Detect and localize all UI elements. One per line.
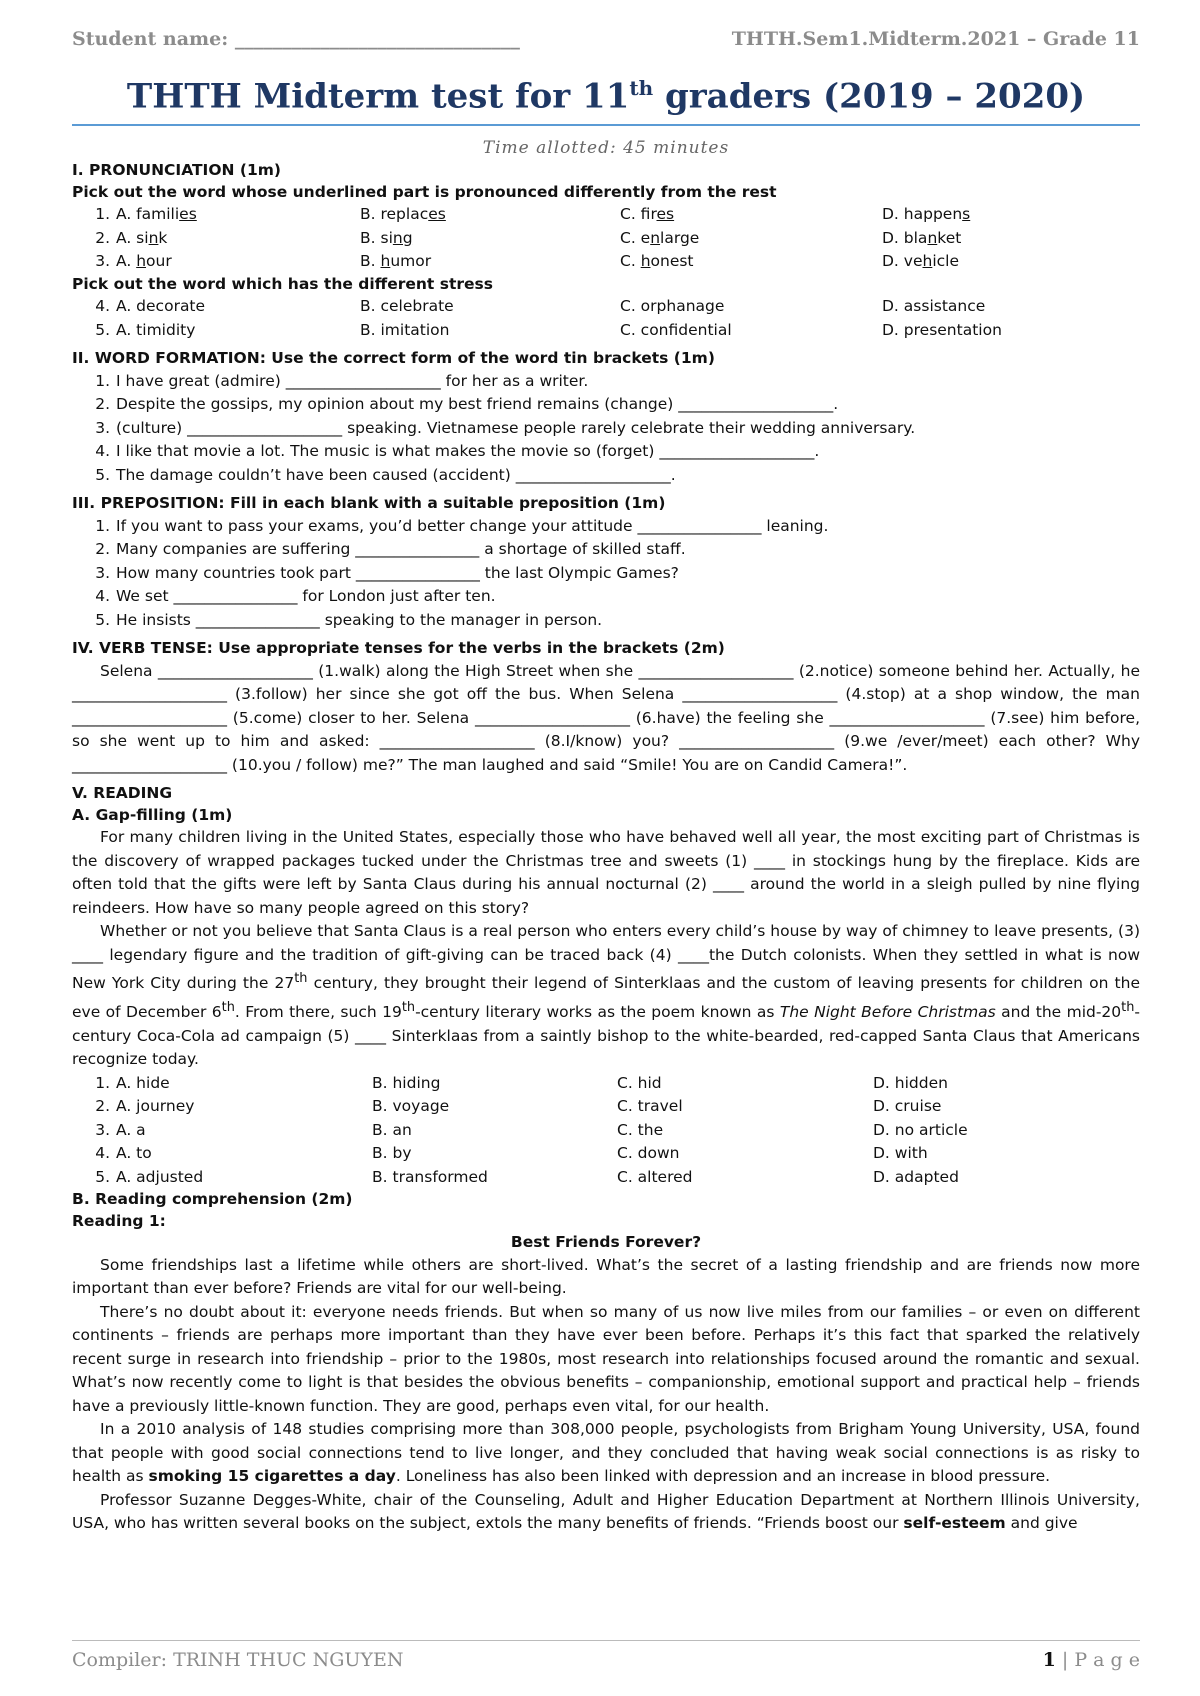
answer-option: C. confidential (620, 320, 732, 339)
answer-option: A. adjusted (116, 1167, 204, 1186)
reading-paragraph: Whether or not you believe that Santa Claus is a real person who enters every child’s house by way of chimney to leave presents, (3) ____ legendary figure and the tradition of gift-giving can be traced back (4) ____the Dutch colonists. When they settled in what is now New York City during the 27th century, they brought their legend of Sinterklaas and the custom of leaving presents for children on the eve of December 6th. From there, such 19th-century literary works as the poem known as The Night Before Christmas and the mid-20th-century Coca-Cola ad campaign (5) ____ Sinterklaas from a saintly bishop to the white-bearded, red-capped Santa Claus that Americans recognize today. (72, 922, 1140, 1069)
page-footer (72, 1640, 1140, 1671)
question-row (72, 1072, 1140, 1096)
section-reading (72, 783, 1140, 1535)
underlined-part: n (927, 228, 938, 247)
question-row (72, 1142, 1140, 1166)
question-item (72, 417, 1140, 441)
answer-option: C. hid (617, 1073, 662, 1092)
option-text: B. si (360, 228, 393, 247)
option-text: large (660, 228, 700, 247)
answer-option: D. assistance (882, 297, 986, 316)
underlined-part: es (656, 205, 675, 224)
section-verb-tense (72, 638, 1140, 777)
underlined-part: s (962, 205, 971, 224)
instruction: Pick out the word which has the different stress (72, 274, 493, 293)
answer-option: B. imitation (360, 320, 450, 339)
question-number: 5. (95, 1167, 110, 1186)
question-item (72, 515, 1140, 539)
question-number: 3. (95, 252, 110, 271)
section-pronunciation (72, 160, 1140, 342)
reading-paragraph: Professor Suzanne Degges-White, chair of the Counseling, Adult and Higher Education Department at Northern Illinois University, USA, who has written several books on the subject, extols the many benefits of friends. “Friends boost our self-esteem and give (72, 1490, 1140, 1533)
question-item (72, 585, 1140, 609)
reading-paragraph: In a 2010 analysis of 148 studies comprising more than 308,000 people, psychologists from Brigham Young University, USA, found that people with good social connections tend to live longer, and they concluded that having weak social connections is as risky to health as smoking 15 cigarettes a day. Loneliness has also been linked with depression and an increase in blood pressure. (72, 1420, 1140, 1486)
answer-option: C. travel (617, 1097, 683, 1116)
question-row (72, 295, 1140, 319)
option-text: A. (116, 252, 137, 271)
option-text: B. (360, 252, 381, 271)
option-text: C. (620, 252, 641, 271)
answer-option: B. an (372, 1120, 412, 1139)
section-heading: V. READING (72, 784, 173, 803)
option-text: C. e (620, 228, 651, 247)
answer-option (116, 250, 360, 274)
exam-code: THTH.Sem1.Midterm.2021 – Grade 11 (731, 28, 1140, 50)
answer-option: C. down (617, 1144, 680, 1163)
answer-option (882, 203, 1126, 227)
answer-option: D. no article (873, 1120, 968, 1139)
answer-option: D. hidden (873, 1073, 948, 1092)
section-heading: III. PREPOSITION: Fill in each blank with a suitable preposition (1m) (72, 494, 666, 513)
question-number: 4. (95, 442, 110, 461)
compiler-credit: Compiler: TRINH THUC NGUYEN (72, 1649, 404, 1671)
instruction: Pick out the word whose underlined part is pronounced differently from the rest (72, 182, 777, 201)
answer-option (620, 227, 882, 251)
question-number: 5. (95, 610, 110, 629)
underlined-part: es (428, 205, 446, 224)
question-number: 3. (95, 1120, 110, 1139)
question-number: 3. (95, 418, 110, 437)
option-text: ket (937, 228, 962, 247)
underlined-part: ng (392, 228, 413, 247)
reading-paragraph: Some friendships last a lifetime while others are short-lived. What’s the secret of a lasting friendship and are friends now more important than ever before? Friends are vital for our well-being. (72, 1255, 1140, 1298)
document-page (72, 28, 1140, 1536)
question-number: 1. (95, 371, 110, 390)
answer-option: A. timidity (116, 320, 196, 339)
question-number: 2. (95, 395, 110, 414)
question-text: If you want to pass your exams, you’d better change your attitude ________________ leaning. (116, 516, 829, 535)
answer-option: B. celebrate (360, 297, 454, 316)
option-text: A. si (116, 228, 149, 247)
option-text: A. famili (116, 205, 180, 224)
question-row (72, 1119, 1140, 1143)
question-row (72, 1095, 1140, 1119)
verb-tense-passage: Selena ____________________ (1.walk) along the High Street when she ____________________ (2.notice) someone behind her. Actually, he ____________________ (3.follow) her since she got off the bus. When Selena ____________________ (4.stop) at a shop window, the man ____________________ (5.come) closer to her. Selena ____________________ (6.have) the feeling she ____________________ (7.see) him before, so she went up to him and asked: ____________________ (8.I/know) you? ____________________ (9.we /ever/meet) each other? Why ____________________ (10.you / follow) me?” The man laughed and said “Smile! You are on Candid Camera!”. (72, 661, 1140, 774)
section-heading: IV. VERB TENSE: Use appropriate tenses for the verbs in the brackets (2m) (72, 639, 725, 658)
question-text: Despite the gossips, my opinion about my best friend remains (change) ____________________. (116, 395, 839, 414)
page-number: 1 | P a g e (1042, 1649, 1140, 1671)
question-row (72, 1166, 1140, 1190)
answer-option (620, 203, 882, 227)
section-word-formation (72, 348, 1140, 487)
section-heading: II. WORD FORMATION: Use the correct form of the word tin brackets (1m) (72, 349, 715, 368)
answer-option: A. a (116, 1120, 146, 1139)
answer-option: D. cruise (873, 1097, 942, 1116)
option-text: onest (650, 252, 694, 271)
student-name-field: Student name: ______________________________ (72, 28, 520, 50)
question-number: 5. (95, 465, 110, 484)
question-number: 5. (95, 320, 110, 339)
question-item (72, 370, 1140, 394)
question-item (72, 440, 1140, 464)
title-rule (72, 124, 1140, 126)
option-text: D. happen (882, 205, 963, 224)
answer-option: B. transformed (372, 1167, 488, 1186)
question-number: 4. (95, 587, 110, 606)
option-text: k (158, 228, 168, 247)
answer-option (882, 250, 1126, 274)
question-row (72, 250, 1140, 274)
question-number: 3. (95, 563, 110, 582)
question-text: How many countries took part ________________ the last Olympic Games? (116, 563, 679, 582)
answer-option: B. voyage (372, 1097, 450, 1116)
option-text: C. fir (620, 205, 657, 224)
reading-paragraph: For many children living in the United States, especially those who have behaved well all year, the most exciting part of Christmas is the discovery of wrapped packages tucked under the Christmas tree and sweets (1) ____ in stockings hung by the fireplace. Kids are often told that the gifts were left by Santa Claus during his annual nocturnal (2) ____ around the world in a sleigh pulled by nine flying reindeers. How have so many people agreed on this story? (72, 828, 1140, 917)
document-title: THTH Midterm test for 11th graders (2019 – 2020) (126, 76, 1086, 117)
time-allotted: Time allotted: 45 minutes (482, 138, 730, 159)
section-preposition (72, 493, 1140, 632)
answer-option: D. with (873, 1144, 928, 1163)
question-number: 1. (95, 205, 110, 224)
answer-option (360, 227, 620, 251)
question-text: (culture) ____________________ speaking. Vietnamese people rarely celebrate their wedding anniversary. (116, 418, 916, 437)
answer-option (360, 203, 620, 227)
question-number: 1. (95, 516, 110, 535)
underlined-part: h (136, 252, 147, 271)
answer-option: D. presentation (882, 320, 1002, 339)
option-text: umor (390, 252, 432, 271)
answer-option: C. orphanage (620, 297, 725, 316)
question-number: 4. (95, 1144, 110, 1163)
question-item (72, 393, 1140, 417)
question-text: We set ________________ for London just after ten. (116, 587, 496, 606)
answer-option: C. the (617, 1120, 664, 1139)
question-text: I like that movie a lot. The music is what makes the movie so (forget) ____________________. (116, 442, 820, 461)
answer-option (882, 227, 1126, 251)
question-text: Many companies are suffering ________________ a shortage of skilled staff. (116, 540, 686, 559)
question-row (72, 203, 1140, 227)
answer-option: B. hiding (372, 1073, 441, 1092)
question-item (72, 538, 1140, 562)
answer-option (360, 250, 620, 274)
question-row (72, 319, 1140, 343)
answer-option: A. journey (116, 1097, 195, 1116)
question-number: 2. (95, 1097, 110, 1116)
answer-option: A. to (116, 1144, 152, 1163)
question-number: 1. (95, 1073, 110, 1092)
subsection-heading: A. Gap-filling (1m) (72, 805, 233, 824)
underlined-part: h (640, 252, 651, 271)
option-text: B. replac (360, 205, 429, 224)
option-text: our (146, 252, 172, 271)
answer-option (116, 203, 360, 227)
question-number: 2. (95, 540, 110, 559)
question-text: I have great (admire) ____________________ for her as a writer. (116, 371, 589, 390)
answer-option (116, 227, 360, 251)
reading-paragraph: There’s no doubt about it: everyone needs friends. But when so many of us now live miles from our families – or even on different continents – friends are perhaps more important than they have ever been before. Perhaps it’s this fact that sparked the relatively recent surge in research into friendship – prior to the 1980s, most research into relationships focused around the romantic and sexual. What’s now recently come to light is that besides the obvious benefits – companionship, emotional support and practical help – friends have a previously little-known function. They are good, perhaps even vital, for our health. (72, 1302, 1140, 1415)
underlined-part: n (148, 228, 159, 247)
underlined-part: es (179, 205, 197, 224)
underlined-part: h (922, 252, 933, 271)
question-item (72, 562, 1140, 586)
reading-label: Reading 1: (72, 1211, 166, 1230)
subsection-heading: B. Reading comprehension (2m) (72, 1190, 353, 1209)
option-text: icle (932, 252, 959, 271)
answer-option: C. altered (617, 1167, 693, 1186)
option-text: D. ve (882, 252, 923, 271)
question-number: 2. (95, 228, 110, 247)
underlined-part: n (650, 228, 661, 247)
question-number: 4. (95, 297, 110, 316)
page-header (72, 28, 1140, 58)
answer-option (620, 250, 882, 274)
question-item (72, 464, 1140, 488)
answer-option: A. hide (116, 1073, 170, 1092)
section-heading: I. PRONUNCIATION (1m) (72, 161, 281, 180)
question-row (72, 227, 1140, 251)
question-text: He insists ________________ speaking to the manager in person. (116, 610, 603, 629)
option-text: D. bla (882, 228, 928, 247)
underlined-part: h (380, 252, 391, 271)
answer-option: D. adapted (873, 1167, 959, 1186)
question-text: The damage couldn’t have been caused (accident) ____________________. (116, 465, 676, 484)
answer-option: B. by (372, 1144, 412, 1163)
question-item (72, 609, 1140, 633)
reading-title: Best Friends Forever? (510, 1233, 702, 1252)
answer-option: A. decorate (116, 297, 206, 316)
